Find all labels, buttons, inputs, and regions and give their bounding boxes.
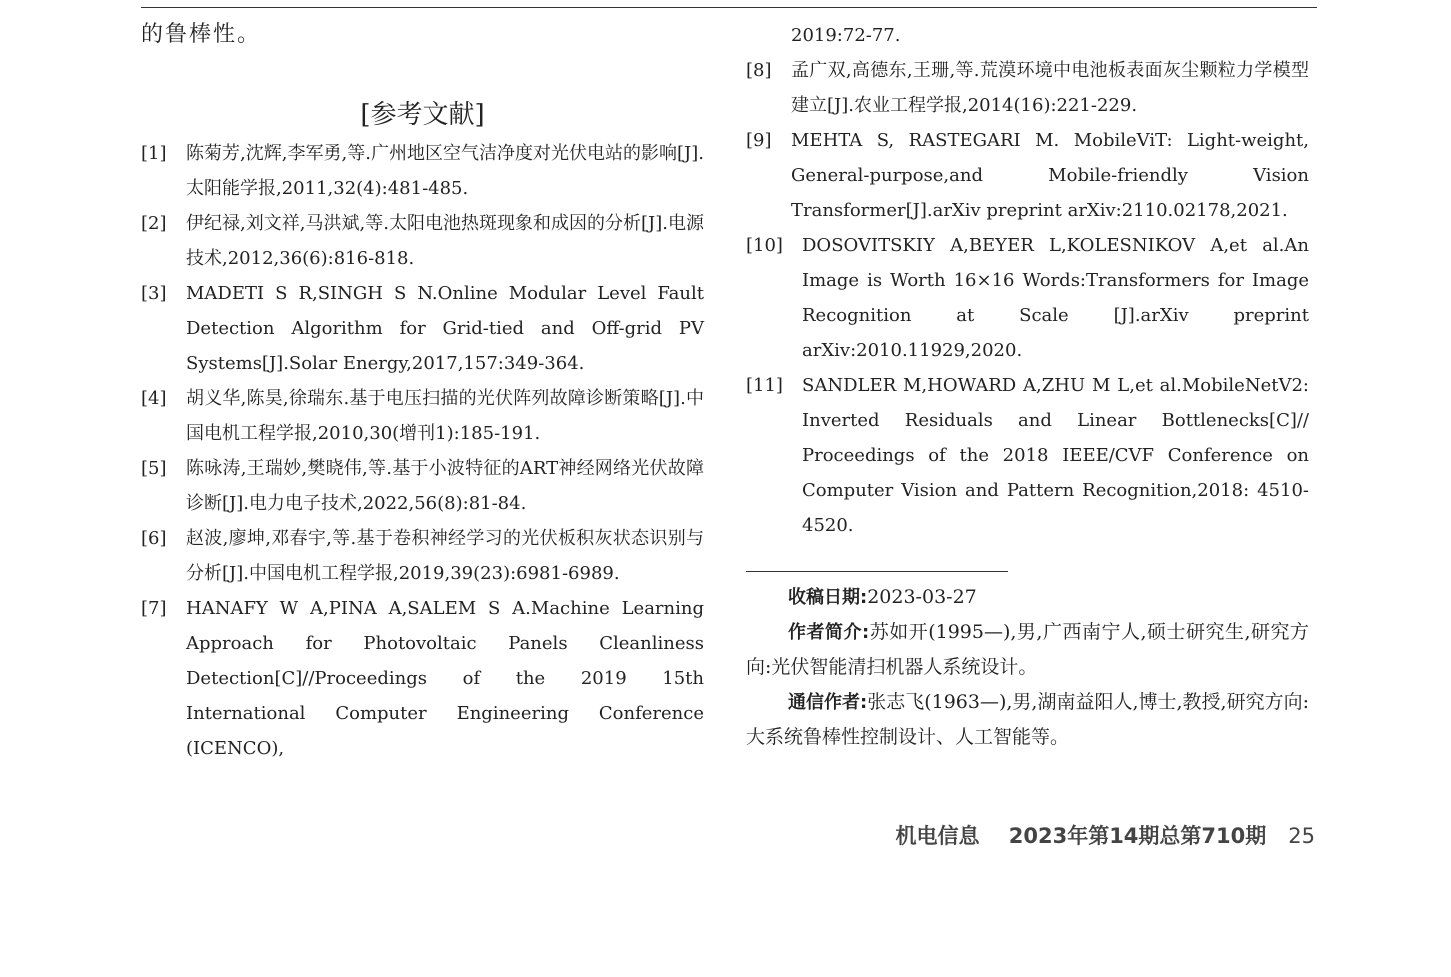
reference-number: [9]: [746, 130, 772, 151]
references-heading: [参考文献]: [360, 100, 485, 130]
page-number: 25: [1288, 824, 1315, 848]
footnote-divider: [746, 571, 1008, 572]
corresponding-author-label: 通信作者:: [788, 692, 868, 713]
corresponding-author: [746, 685, 1309, 755]
reference-text: DOSOVITSKIY A,BEYER L,KOLESNIKOV A,et al.An Image is Worth 16×16 Words:Transformers for Image Recognition at Scale [J].arXiv preprint arXiv:2010.11929,2020.: [802, 235, 1309, 361]
received-date: [746, 580, 1309, 615]
author-bio-label: 作者简介:: [788, 622, 870, 643]
top-rule: [141, 7, 1317, 8]
reference-item: [141, 591, 704, 766]
page-footer: [896, 820, 1316, 850]
reference-number: [5]: [141, 458, 167, 479]
received-date-label: 收稿日期:: [788, 587, 868, 608]
reference-text: 陈菊芳,沈辉,李军勇,等.广州地区空气洁净度对光伏电站的影响[J].太阳能学报,2011,32(4):481-485.: [186, 143, 704, 199]
reference-item: [141, 521, 704, 591]
reference-text: 赵波,廖坤,邓春宇,等.基于卷积神经学习的光伏板积灰状态识别与分析[J].中国电机工程学报,2019,39(23):6981-6989.: [186, 528, 704, 584]
reference-number: [1]: [141, 143, 167, 164]
reference-number: [4]: [141, 388, 167, 409]
continuation-text: 的鲁棒性。: [141, 22, 262, 47]
right-column: [746, 18, 1309, 755]
reference-item: [746, 123, 1309, 228]
reference-text: MADETI S R,SINGH S N.Online Modular Level Fault Detection Algorithm for Grid-tied and Off-grid PV Systems[J].Solar Energy,2017,157:349-364.: [186, 283, 704, 374]
reference-item: [141, 276, 704, 381]
journal-name: 机电信息: [895, 824, 980, 848]
reference-text: 孟广双,高德东,王珊,等.荒漠环境中电池板表面灰尘颗粒力学模型建立[J].农业工程学报,2014(16):221-229.: [791, 60, 1309, 116]
reference-item: [746, 228, 1309, 368]
reference-number: [3]: [141, 283, 167, 304]
received-date-value: 2023-03-27: [867, 586, 977, 608]
corresponding-author-value: 张志飞(1963—),男,湖南益阳人,博士,教授,研究方向:大系统鲁棒性控制设计、人工智能等。: [746, 691, 1309, 748]
reference-item: [746, 368, 1309, 543]
reference-text: 陈咏涛,王瑞妙,樊晓伟,等.基于小波特征的ART神经网络光伏故障诊断[J].电力电子技术,2022,56(8):81-84.: [186, 458, 704, 514]
reference-text: SANDLER M,HOWARD A,ZHU M L,et al.MobileNetV2: Inverted Residuals and Linear Bottlenecks[C]// Proceedings of the 2018 IEEE/CVF Conference on Computer Vision and Pattern Recognition,2018: 4510-4520.: [802, 375, 1309, 536]
reference-item: [746, 53, 1309, 123]
reference-item: [141, 451, 704, 521]
reference-text: 胡义华,陈昊,徐瑞东.基于电压扫描的光伏阵列故障诊断策略[J].中国电机工程学报,2010,30(增刊1):185-191.: [186, 388, 704, 444]
reference-item: [141, 206, 704, 276]
reference-item: [141, 381, 704, 451]
author-bio: [746, 615, 1309, 685]
reference-number: [2]: [141, 213, 167, 234]
reference-number: [7]: [141, 598, 167, 619]
left-column: [141, 18, 704, 766]
author-bio-value: 苏如开(1995—),男,广西南宁人,硕士研究生,研究方向:光伏智能清扫机器人系统设计。: [746, 621, 1310, 678]
reference-number: [10]: [746, 235, 783, 256]
reference-text: 伊纪禄,刘文祥,马洪斌,等.太阳电池热斑现象和成因的分析[J].电源技术,2012,36(6):816-818.: [186, 213, 704, 269]
reference-number: [6]: [141, 528, 167, 549]
reference-item: [141, 136, 704, 206]
reference-continuation: 2019:72-77.: [791, 25, 901, 46]
reference-text: HANAFY W A,PINA A,SALEM S A.Machine Learning Approach for Photovoltaic Panels Cleanliness Detection[C]//Proceedings of the 2019 15th International Computer Engineering Conference (ICENCO),: [186, 598, 704, 759]
reference-number: [11]: [746, 375, 783, 396]
issue-info: 2023年第14期总第710期: [1008, 824, 1267, 848]
reference-text: MEHTA S, RASTEGARI M. MobileViT: Light-weight, General-purpose,and Mobile-friendly Vision Transformer[J].arXiv preprint arXiv:2110.02178,2021.: [791, 130, 1309, 221]
reference-number: [8]: [746, 60, 772, 81]
